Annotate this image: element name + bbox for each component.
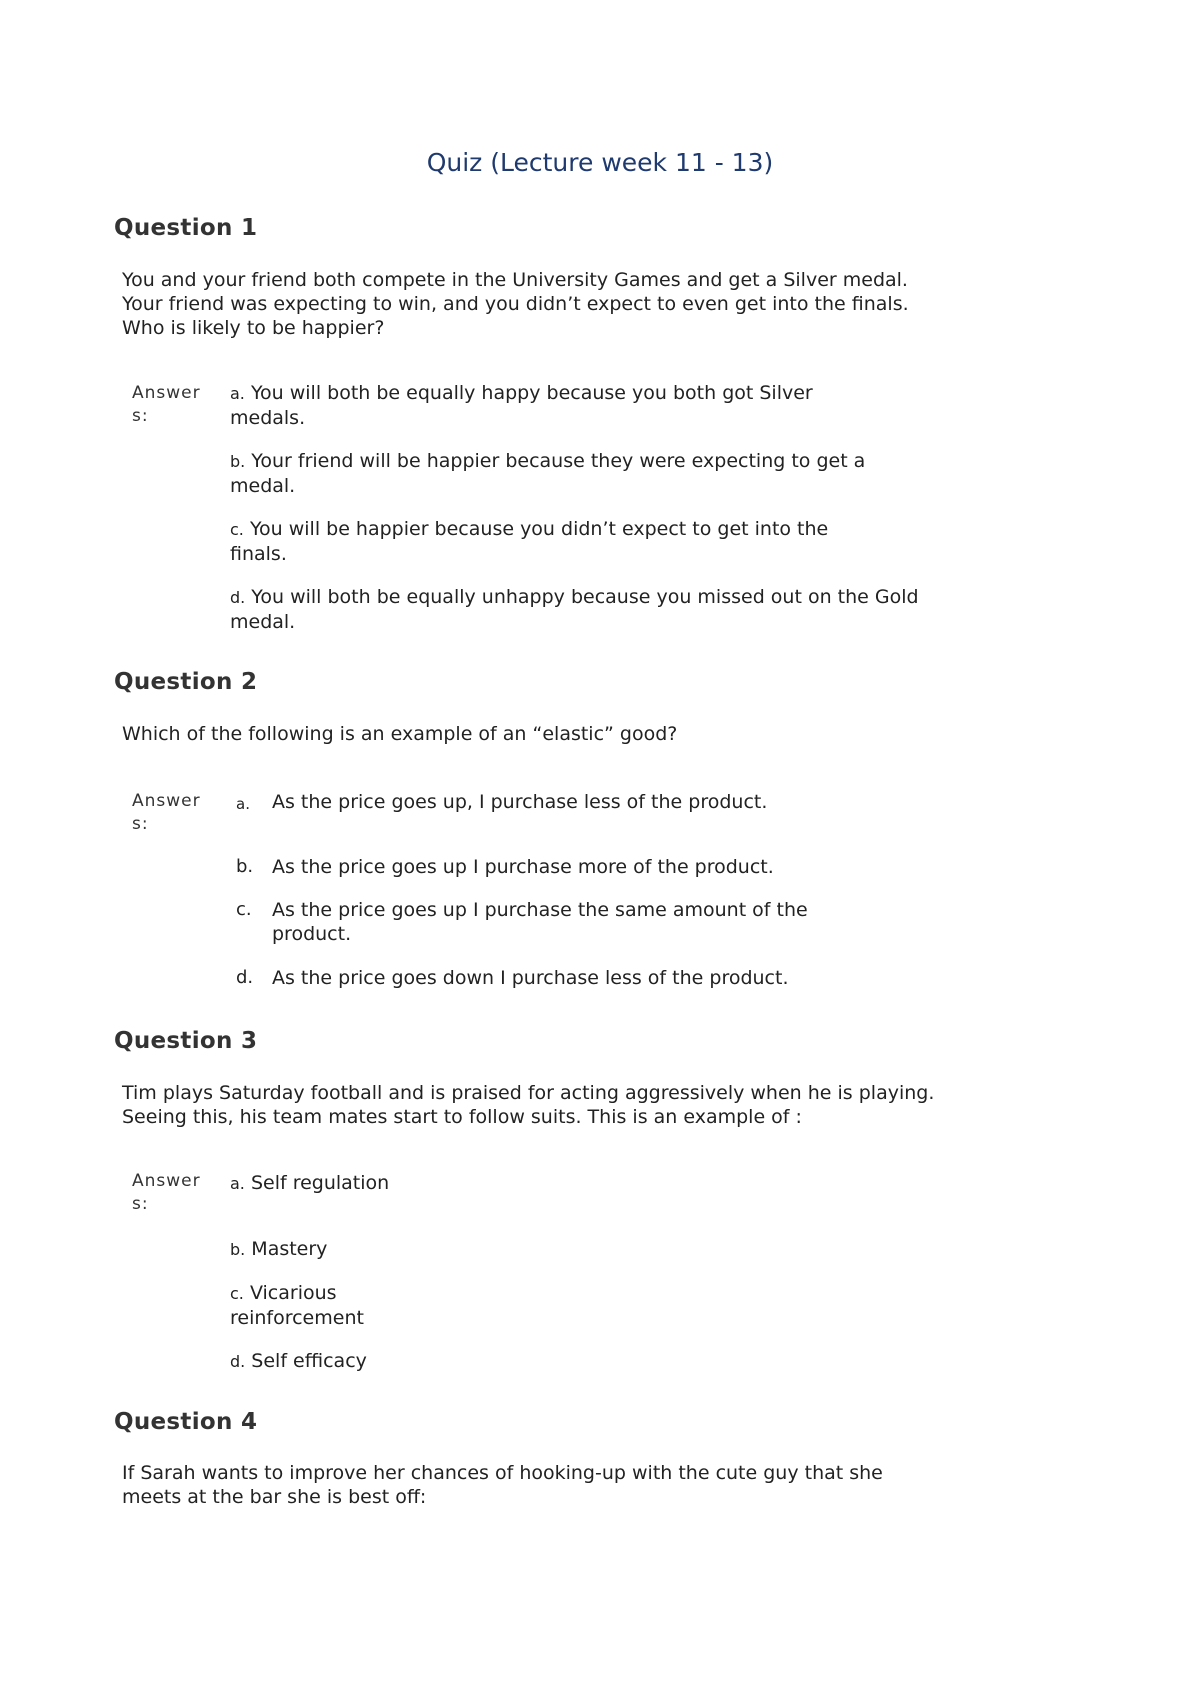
option-letter: d.	[230, 588, 246, 607]
question-1-heading: Question 1	[114, 215, 258, 241]
question-1-text: You and your friend both compete in the University Games and get a Silver medal. Your friend was expecting to win, and you didn’t expect to even get into the finals. Who is likely to be happier?	[122, 269, 909, 339]
option-text: As the price goes up I purchase more of the product.	[272, 856, 774, 878]
question-2-text: Which of the following is an example of an “elastic” good?	[122, 723, 678, 745]
option-text: As the price goes up, I purchase less of the product.	[272, 791, 768, 813]
question-3-option-d[interactable]	[230, 1349, 930, 1374]
option-letter: a.	[236, 795, 250, 813]
option-text: You will both be equally unhappy because you missed out on the Gold medal.	[230, 586, 919, 633]
option-letter: c.	[230, 520, 244, 539]
option-letter: c.	[230, 1284, 244, 1303]
option-text: Vicarious reinforcement	[230, 1282, 364, 1329]
option-text: Your friend will be happier because they were expecting to get a medal.	[230, 450, 866, 497]
question-2-option-c[interactable]	[236, 898, 816, 946]
question-3-option-a[interactable]	[230, 1171, 930, 1196]
option-letter: a.	[230, 384, 245, 403]
question-3-heading: Question 3	[114, 1028, 258, 1054]
option-letter: a.	[230, 1174, 245, 1193]
answers-label: Answers:	[132, 1171, 201, 1214]
question-3-option-c[interactable]	[230, 1281, 390, 1330]
answers-label: Answers:	[132, 383, 201, 426]
question-2-option-d[interactable]	[236, 966, 876, 990]
option-text: You will both be equally happy because you both got Silver medals.	[230, 382, 813, 429]
option-text: As the price goes down I purchase less of the product.	[272, 967, 789, 989]
question-4-heading: Question 4	[114, 1409, 258, 1435]
question-1-option-a[interactable]	[230, 381, 870, 430]
question-4-text: If Sarah wants to improve her chances of hooking-up with the cute guy that she meets at the bar she is best off:	[122, 1462, 883, 1508]
question-2-option-a[interactable]	[236, 790, 876, 814]
option-letter: d.	[236, 967, 254, 988]
option-letter: d.	[230, 1352, 246, 1371]
question-2-option-b[interactable]	[236, 855, 876, 879]
question-3-text: Tim plays Saturday football and is praised for acting aggressively when he is playing. Seeing this, his team mates start to follow suits. This is an example of :	[122, 1082, 935, 1128]
question-1-option-b[interactable]	[230, 449, 910, 498]
page-title: Quiz (Lecture week 11 - 13)	[426, 148, 774, 177]
answers-label: Answers:	[132, 791, 201, 834]
option-text: You will be happier because you didn’t expect to get into the finals.	[230, 518, 829, 565]
question-1-option-d[interactable]	[230, 585, 930, 634]
option-text: Self regulation	[250, 1172, 390, 1194]
option-letter: b.	[230, 452, 246, 471]
option-text: As the price goes up I purchase the same amount of the product.	[272, 899, 808, 945]
question-2-heading: Question 2	[114, 669, 258, 695]
question-3-option-b[interactable]	[230, 1237, 930, 1262]
option-letter: b.	[230, 1240, 246, 1259]
option-letter: b.	[236, 856, 254, 877]
option-letter: c.	[236, 899, 252, 920]
question-1-option-c[interactable]	[230, 517, 890, 566]
option-text: Self efficacy	[251, 1350, 367, 1372]
option-text: Mastery	[251, 1238, 328, 1260]
